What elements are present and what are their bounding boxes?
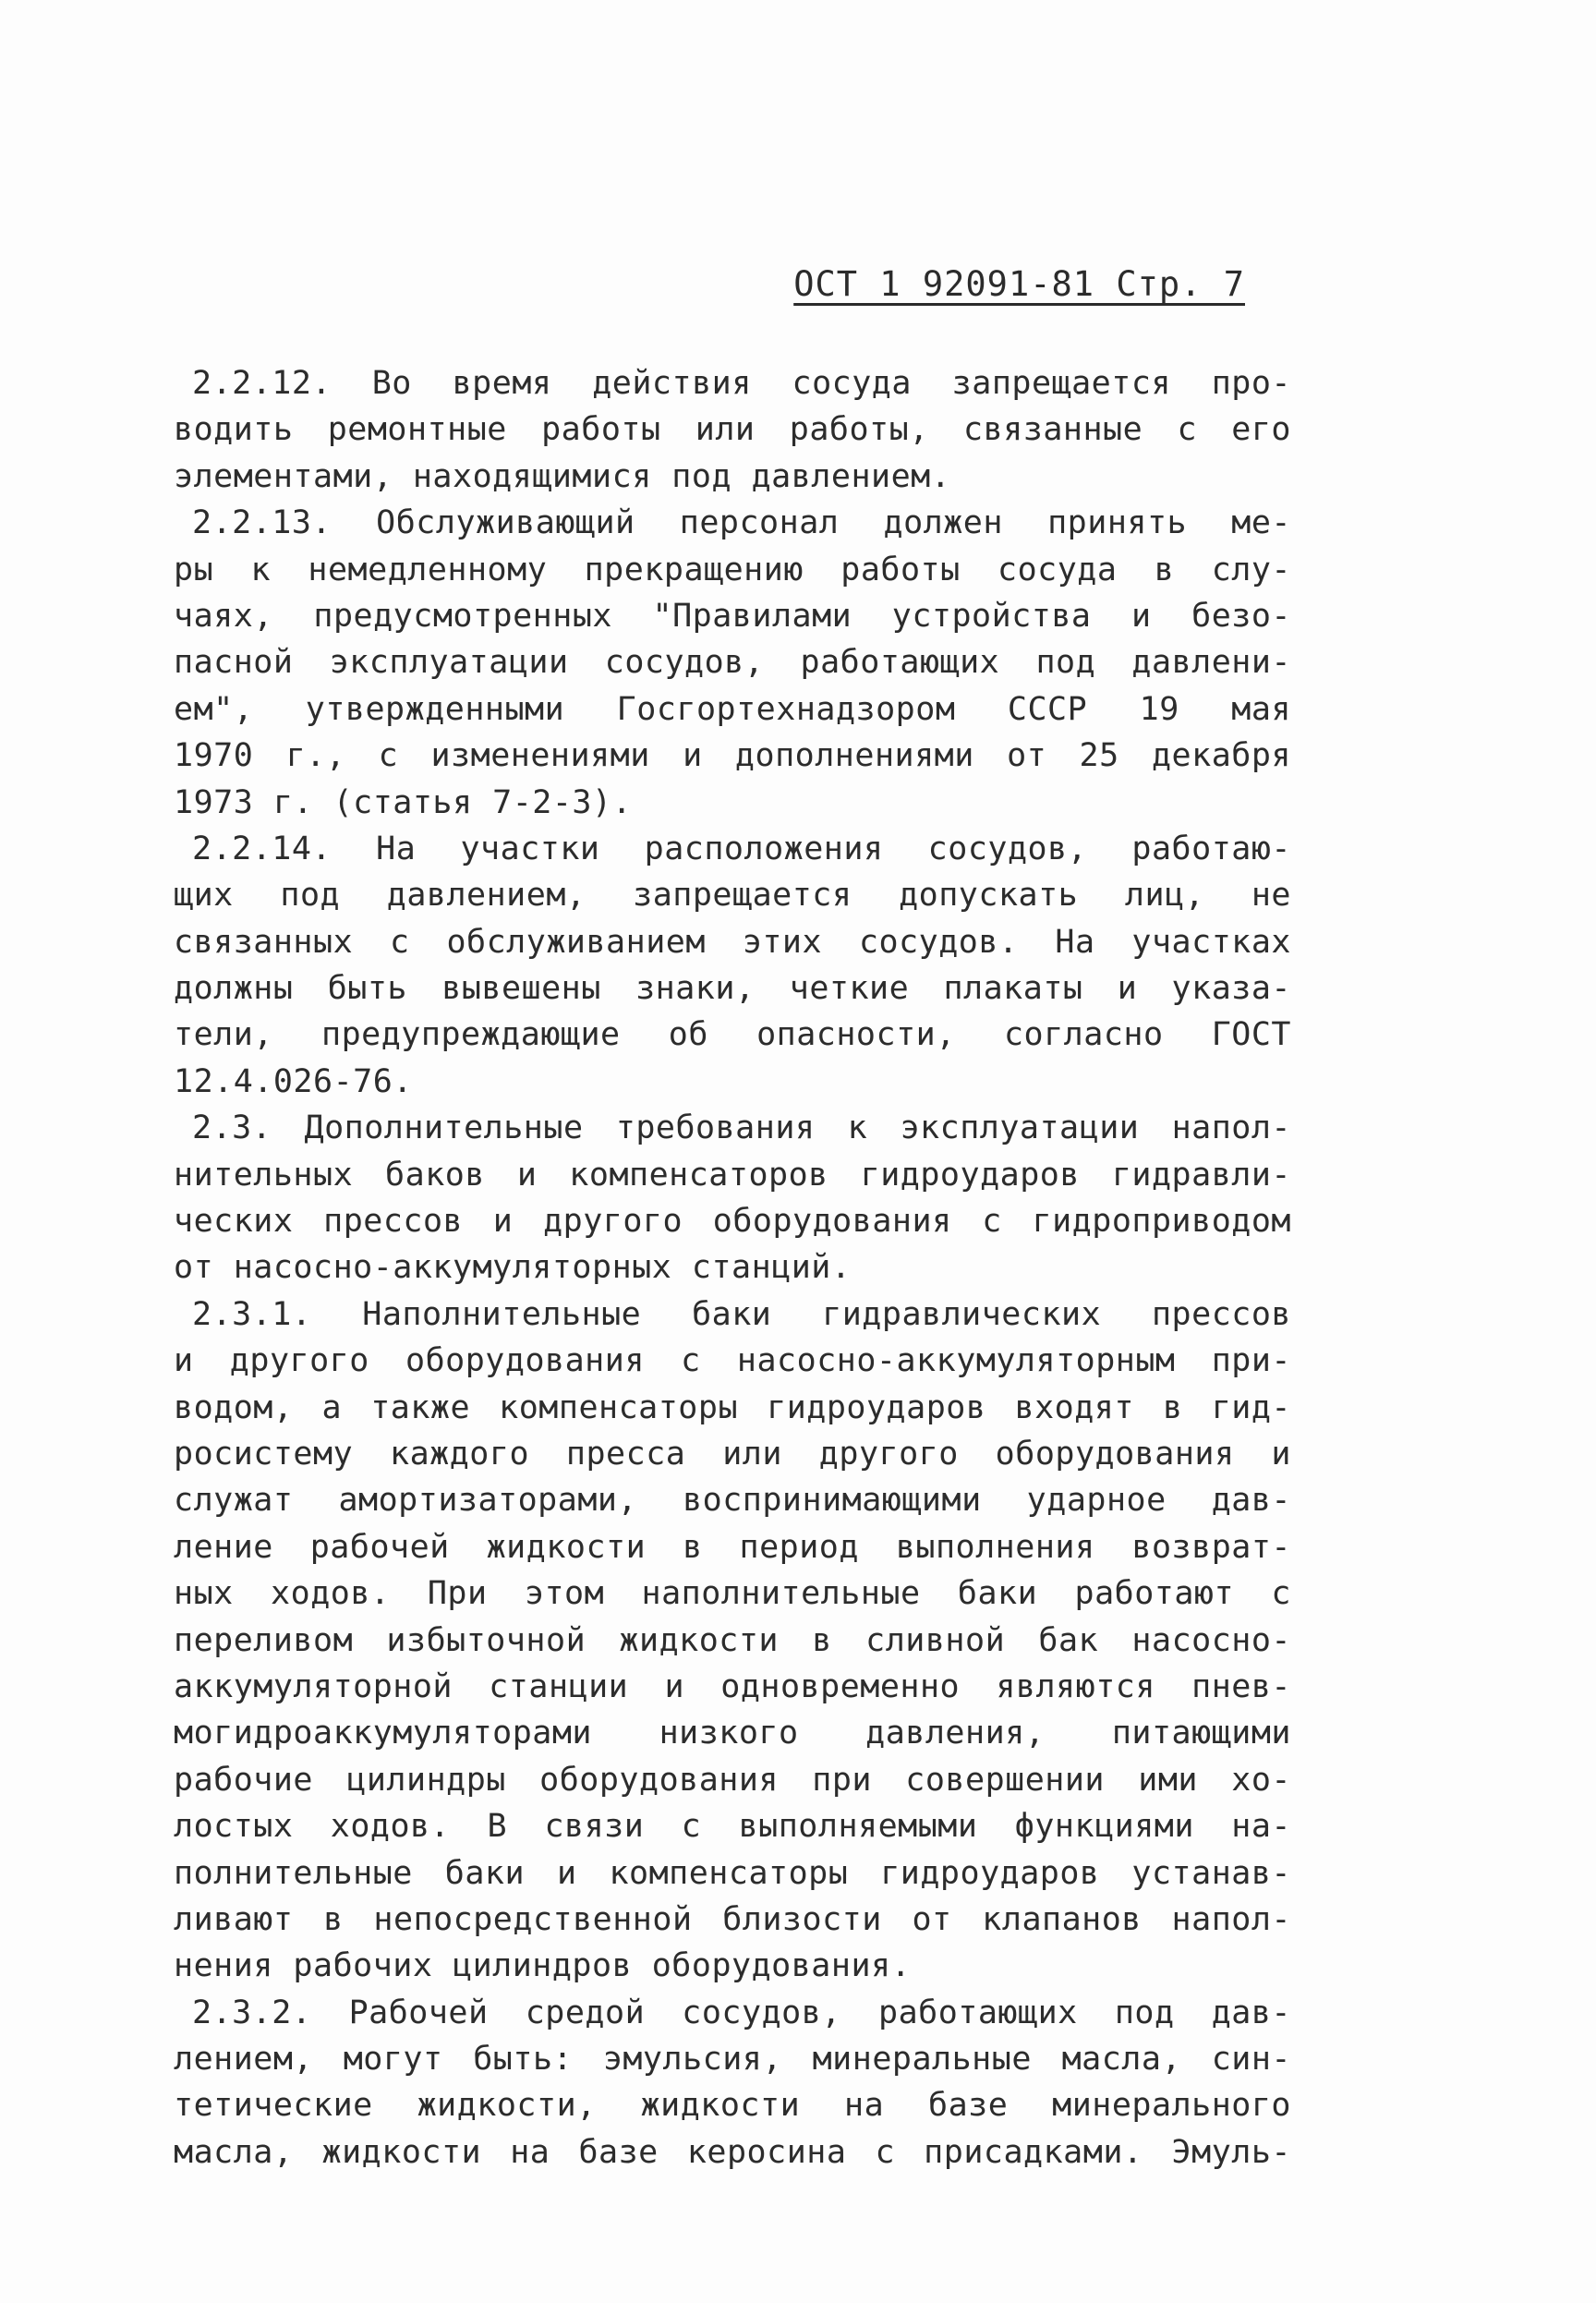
- text-line: связанных с обслуживанием этих сосудов. На участках: [174, 923, 1291, 961]
- document-body: [174, 360, 1291, 2176]
- text-line: лением, могут быть: эмульсия, минеральные масла, син-: [174, 2041, 1291, 2079]
- text-line: 1973 г. (статья 7-2-3).: [174, 783, 633, 821]
- text-line: водить ремонтные работы или работы, связанные с его: [174, 411, 1291, 449]
- text-line: 12.4.026-76.: [174, 1062, 413, 1100]
- text-line: 2.2.13. Обслуживающий персонал должен принять ме-: [192, 504, 1291, 542]
- text-line: служат амортизаторами, воспринимающими ударное дав-: [174, 1482, 1291, 1520]
- text-line: тетические жидкости, жидкости на базе минерального: [174, 2087, 1291, 2125]
- text-line: рабочие цилиндры оборудования при совершении ими хо-: [174, 1761, 1291, 1799]
- text-line: полнительные баки и компенсаторы гидроударов устанав-: [174, 1854, 1291, 1892]
- page-header: ОСТ 1 92091-81 Стр. 7: [793, 264, 1245, 304]
- text-line: 1970 г., с изменениями и дополнениями от 25 декабря: [174, 737, 1291, 775]
- text-line: тели, предупреждающие об опасности, согласно ГОСТ: [174, 1016, 1291, 1054]
- text-line: ливают в непосредственной близости от клапанов напол-: [174, 1900, 1291, 1938]
- text-line: ры к немедленному прекращению работы сосуда в слу-: [174, 551, 1291, 588]
- text-line: 2.3. Дополнительные требования к эксплуатации напол-: [192, 1109, 1291, 1147]
- text-line: чаях, предусмотренных "Правилами устройства и безо-: [174, 597, 1291, 635]
- text-line: 2.3.2. Рабочей средой сосудов, работающих под дав-: [192, 1994, 1291, 2031]
- text-line: ных ходов. При этом наполнительные баки работают с: [174, 1575, 1291, 1613]
- text-line: и другого оборудования с насосно-аккумуляторным при-: [174, 1342, 1291, 1380]
- text-line: могидроаккумуляторами низкого давления, питающими: [174, 1715, 1291, 1752]
- text-line: водом, а также компенсаторы гидроударов входят в гид-: [174, 1388, 1291, 1426]
- text-line: масла, жидкости на базе керосина с присадками. Эмуль-: [174, 2133, 1291, 2171]
- text-line: ем", утвержденными Госгортехнадзором СССР 19 мая: [174, 690, 1291, 728]
- text-line: от насосно-аккумуляторных станций.: [174, 1249, 852, 1287]
- text-line: лостых ходов. В связи с выполняемыми функциями на-: [174, 1808, 1291, 1846]
- text-line: нения рабочих цилиндров оборудования.: [174, 1947, 912, 1985]
- text-line: 2.2.14. На участки расположения сосудов, работаю-: [192, 830, 1291, 867]
- text-line: нительных баков и компенсаторов гидроударов гидравли-: [174, 1156, 1291, 1194]
- text-line: пасной эксплуатации сосудов, работающих под давлени-: [174, 644, 1291, 682]
- text-line: должны быть вывешены знаки, четкие плакаты и указа-: [174, 970, 1291, 1008]
- text-line: росистему каждого пресса или другого оборудования и: [174, 1435, 1291, 1473]
- text-line: 2.2.12. Во время действия сосуда запрещается про-: [192, 365, 1291, 402]
- text-line: ление рабочей жидкости в период выполнения возврат-: [174, 1528, 1291, 1566]
- text-line: щих под давлением, запрещается допускать лиц, не: [174, 877, 1291, 915]
- text-line: элементами, находящимися под давлением.: [174, 457, 951, 495]
- text-line: аккумуляторной станции и одновременно являются пнев-: [174, 1667, 1291, 1705]
- text-line: 2.3.1. Наполнительные баки гидравлических прессов: [192, 1295, 1291, 1333]
- text-line: переливом избыточной жидкости в сливной бак насосно-: [174, 1621, 1291, 1659]
- text-line: ческих прессов и другого оборудования с гидроприводом: [174, 1203, 1291, 1241]
